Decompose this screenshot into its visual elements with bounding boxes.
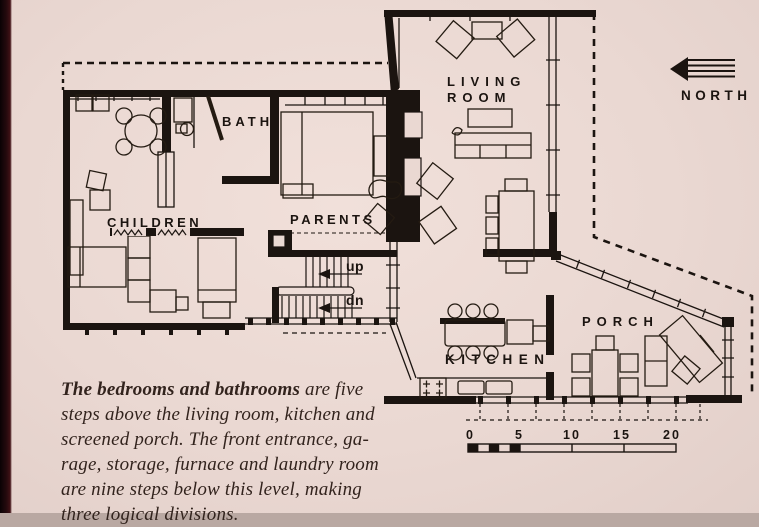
kitchen-table-wall-edge (440, 318, 505, 324)
north-arrow-head (670, 57, 688, 81)
north-arrow-shaft (688, 60, 735, 77)
room-label-children: CHILDREN (107, 215, 203, 230)
sofa (455, 133, 531, 158)
scale-tick-20: 20 (663, 428, 681, 442)
north-label: NORTH (681, 88, 752, 103)
scale-tick-15: 15 (613, 428, 631, 442)
porch-bench (645, 336, 667, 386)
stairs-up-label: up (346, 258, 365, 274)
parents-bed (281, 112, 373, 198)
room-label-living: LIVING (447, 74, 527, 89)
living-chairs (417, 19, 535, 244)
scale-tick-10: 10 (563, 428, 581, 442)
caption-line: screened porch. The front entrance, ga- (61, 429, 370, 450)
room-label-parents: PARENTS (290, 212, 376, 227)
sink (458, 381, 484, 394)
children-bed-right (198, 238, 236, 318)
caption-line: rage, storage, furnace and laundry room (61, 454, 379, 475)
scale-tick-0: 0 (466, 428, 475, 442)
room-label-living-2: ROOM (447, 90, 512, 105)
caption-line: The bedrooms and bathrooms are five (61, 379, 364, 400)
north-arrow (670, 57, 752, 103)
room-label-kitchen: KITCHEN (445, 352, 551, 367)
room-label-porch: PORCH (582, 314, 659, 329)
caption-lead: The bedrooms and bathrooms (61, 379, 301, 400)
caption-text (61, 377, 433, 527)
scale-tick-5: 5 (515, 428, 524, 442)
dining-table (486, 179, 534, 273)
coffee-table (468, 109, 512, 127)
caption-line: steps above the living room, kitchen and (61, 404, 375, 425)
caption-line: three logical divisions. (61, 504, 239, 525)
porch-chaise (660, 316, 723, 383)
children-round-table (116, 108, 166, 155)
room-label-bath: BATH (222, 114, 274, 129)
bath-fixtures (174, 96, 222, 140)
caption-line: are nine steps below this level, making (61, 479, 363, 500)
scale-bar (466, 428, 681, 452)
porch-table-group (572, 336, 638, 396)
children-bed-left (68, 247, 126, 287)
stairs-dn-label: dn (346, 292, 365, 308)
lamp-squiggle (452, 128, 462, 135)
